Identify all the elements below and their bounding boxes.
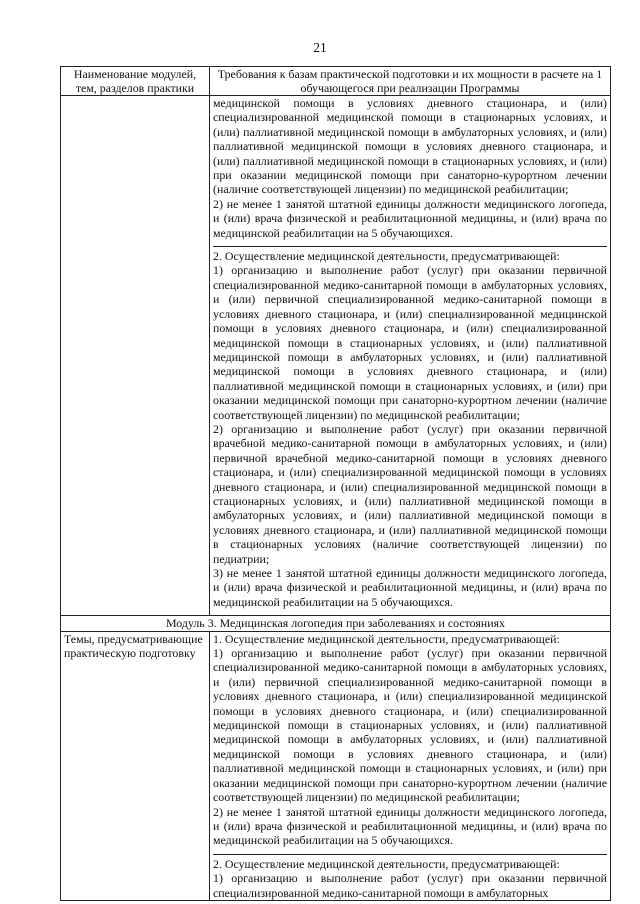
header-requirements: Требования к базам практической подготовки и их мощности в расчете на 1 обучающегося при реализации Программы [210,67,611,96]
requirement-paragraph: 2) не менее 1 занятой штатной единицы должности медицинского логопеда, и (или) врача физической и реабилитационной медицины, и (или) врача по медицинской реабилитации на 5 обучающихся. [213,196,607,240]
requirement-paragraph: 2) организацию и выполнение работ (услуг) при оказании первичной врачебной медико-санитарной помощи в амбулаторных условиях, и (или) первичной врачебной медико-санитарной помощи в условиях дневного стационара, и (или) специализированной медицинской помощи в условиях дневного стационара, и (или) специализированной медицинской помощи в стационарных условиях, и (или) паллиативной медицинской помощи в амбулаторных условиях, и (или) паллиативной медицинской помощи в условиях дневного стационара, и (или) паллиативной медицинской помощи в стационарных условиях (наличие соответствующей лицензии) по педиатрии; [213,421,607,566]
requirement-block [213,96,607,246]
requirement-block [213,632,607,854]
requirement-paragraph: 1) организацию и выполнение работ (услуг) при оказании первичной специализированной медико-санитарной помощи в амбулаторных условиях, и (или) первичной специализированной медико-санитарной помощи в условиях дневного стационара, и (или) специализированной медицинской помощи в условиях дневного стационара, и (или) специализированной медицинской помощи в стационарных условиях, и (или) паллиативной медицинской помощи в амбулаторных условиях, и (или) паллиативной медицинской помощи в условиях дневного стационара, и (или) паллиативной медицинской помощи в стационарных условиях, и (или) при оказании медицинской помощи при санаторно-курортном лечении (наличие соответствующей лицензии) по медицинской реабилитации; [213,263,607,422]
requirement-block [213,246,607,615]
row1-topic [61,96,210,616]
header-modules: Наименование модулей, тем, разделов практики [61,67,210,96]
module-heading [61,616,611,631]
table-header-row [61,67,611,96]
requirement-paragraph: 1) организацию и выполнение работ (услуг) при оказании первичной специализированной медико-санитарной помощи в амбулаторных условиях, и (или) первичной специализированной медико-санитарной помощи в условиях дневного стационара, и (или) специализированной медицинской помощи в условиях дневного стационара, и (или) специализированной медицинской помощи в стационарных условиях, и (или) паллиативной медицинской помощи в амбулаторных условиях, и (или) паллиативной медицинской помощи в условиях дневного стационара, и (или) паллиативной медицинской помощи в стационарных условиях, и (или) при оказании медицинской помощи при санаторно-курортном лечении (наличие соответствующей лицензии) по медицинской реабилитации; [213,646,607,805]
requirement-paragraph: 2. Осуществление медицинской деятельности, предусматривающей: [213,856,560,871]
page-number: 21 [313,40,327,55]
requirement-paragraph: 3) не менее 1 занятой штатной единицы должности медицинского логопеда, и (или) врача физической и реабилитационной медицины, и (или) врача по медицинской реабилитации на 5 обучающихся. [213,566,607,609]
requirement-paragraph: 1. Осуществление медицинской деятельности, предусматривающей: [213,631,560,646]
requirements-table [60,66,611,901]
requirement-block [213,854,607,900]
row1-requirements [210,96,611,616]
requirement-paragraph: медицинской помощи в условиях дневного стационара, и (или) специализированной медицинской помощи в стационарных условиях, и (или) паллиативной медицинской помощи в амбулаторных условиях, и (или) паллиативной медицинской помощи в условиях дневного стационара, и (или) паллиативной медицинской помощи в стационарных условиях, и (или) при оказании медицинской помощи при санаторно-курортном лечении (наличие соответствующей лицензии) по медицинской реабилитации; [213,96,607,197]
requirement-paragraph: 1) организацию и выполнение работ (услуг) при оказании первичной специализированной медико-санитарной помощи в амбулаторных [213,871,607,900]
module-title: Модуль 3. Медицинская логопедия при заболеваниях и состояниях [166,616,505,631]
requirement-paragraph: 2. Осуществление медицинской деятельности, предусматривающей: [213,249,560,264]
module-heading-row [61,616,611,631]
table-row [61,96,611,616]
row2-requirements [210,631,611,900]
row2-topic: Темы, предусматривающие практическую подготовку [61,631,210,900]
requirement-paragraph: 2) не менее 1 занятой штатной единицы должности медицинского логопеда, и (или) врача физической и реабилитационной медицины, и (или) врача по медицинской реабилитации на 5 обучающихся. [213,804,607,848]
table-row [61,631,611,900]
